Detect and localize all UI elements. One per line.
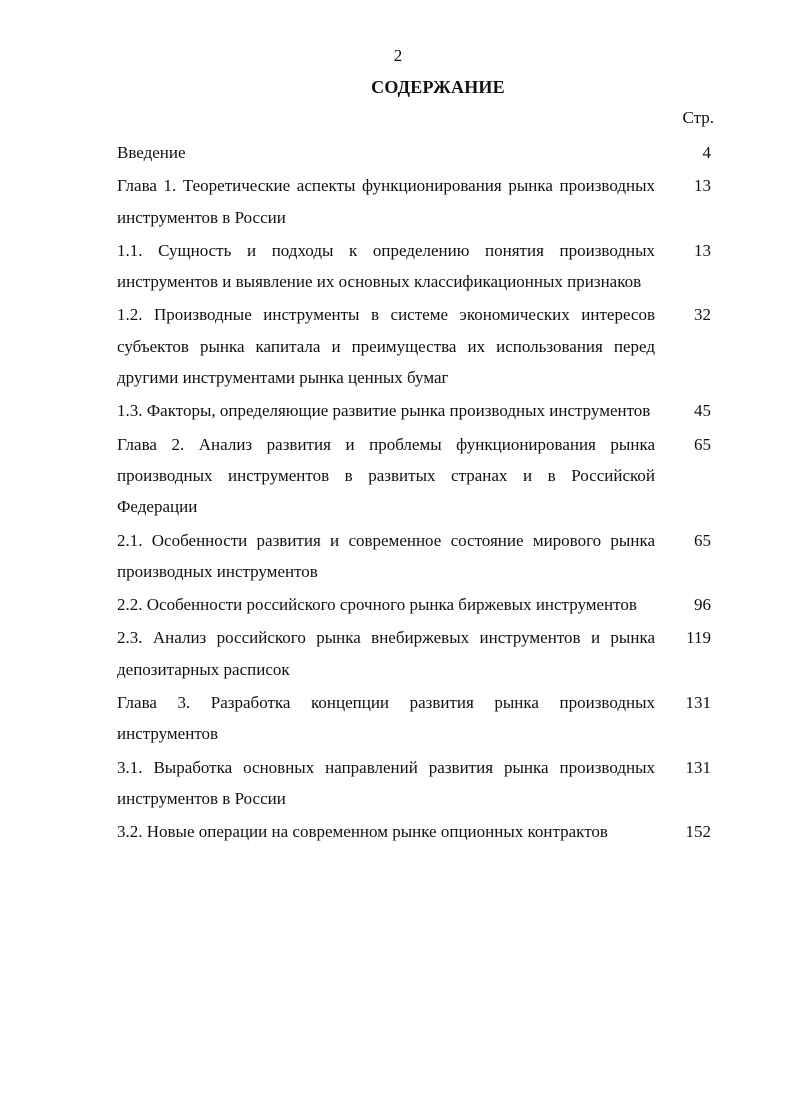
page-title: СОДЕРЖАНИЕ bbox=[371, 77, 505, 97]
page-column-header: Стр. bbox=[682, 108, 714, 127]
toc-entry-introduction bbox=[117, 137, 717, 168]
toc-entry-section-1-1 bbox=[117, 235, 717, 298]
toc-entry-page: 13 bbox=[694, 240, 711, 260]
toc-entry-section-3-2 bbox=[117, 816, 717, 847]
page-number: 2 bbox=[393, 46, 403, 65]
toc-entry-text: 1.2. Производные инструменты в системе экономических интересов субъектов рынка капитала и преимущества их использования перед другими инструментами рынка ценных бумаг bbox=[117, 305, 655, 388]
toc-entry-page: 96 bbox=[694, 595, 711, 615]
toc-entry-page: 119 bbox=[686, 628, 711, 648]
toc-entry-text: 2.1. Особенности развития и современное состояние мирового рынка производных инструментов bbox=[117, 530, 655, 581]
toc-entry-chapter-1 bbox=[117, 170, 717, 233]
toc-entry-page: 152 bbox=[685, 822, 711, 842]
toc-entry-text: 3.1. Выработка основных направлений развития рынка производных инструментов в России bbox=[117, 757, 655, 808]
toc-entry-page: 32 bbox=[694, 305, 711, 325]
toc-entry-page: 45 bbox=[694, 401, 711, 421]
toc-entry-page: 131 bbox=[685, 757, 711, 777]
toc-entry-text: 3.2. Новые операции на современном рынке опционных контрактов bbox=[117, 822, 608, 842]
toc-entry-section-2-1 bbox=[117, 525, 717, 588]
toc-entry-chapter-2 bbox=[117, 429, 717, 523]
toc-entry-page: 4 bbox=[702, 143, 711, 162]
toc-entry-section-1-2 bbox=[117, 299, 717, 393]
toc-entry-section-2-2 bbox=[117, 589, 717, 620]
toc-entry-text: Глава 1. Теоретические аспекты функционирования рынка производных инструментов в России bbox=[117, 176, 655, 227]
toc-entry-chapter-3 bbox=[117, 687, 717, 750]
toc-entry-text: Глава 2. Анализ развития и проблемы функционирования рынка производных инструментов в развитых странах и в Российской Федерации bbox=[117, 434, 655, 517]
toc-entry-section-3-1 bbox=[117, 752, 717, 815]
toc-entry-page: 65 bbox=[694, 434, 711, 454]
toc-entry-section-1-3 bbox=[117, 395, 717, 426]
toc-entry-text: 2.2. Особенности российского срочного рынка биржевых инструментов bbox=[117, 595, 637, 615]
toc-entry-text: 1.1. Сущность и подходы к определению понятия производных инструментов и выявление их основных классификационных признаков bbox=[117, 240, 655, 292]
table-of-contents bbox=[117, 137, 717, 850]
toc-entry-page: 13 bbox=[694, 176, 711, 196]
toc-entry-text: Глава 3. Разработка концепции развития рынка производных инструментов bbox=[117, 693, 655, 744]
toc-entry-text: Введение bbox=[117, 143, 186, 162]
toc-entry-page: 131 bbox=[685, 693, 711, 713]
toc-entry-text: 2.3. Анализ российского рынка внебиржевых инструментов и рынка депозитарных расписок bbox=[117, 628, 655, 679]
toc-entry-section-2-3 bbox=[117, 622, 717, 685]
toc-entry-page: 65 bbox=[694, 530, 711, 550]
toc-entry-text: 1.3. Факторы, определяющие развитие рынка производных инструментов bbox=[117, 401, 651, 421]
